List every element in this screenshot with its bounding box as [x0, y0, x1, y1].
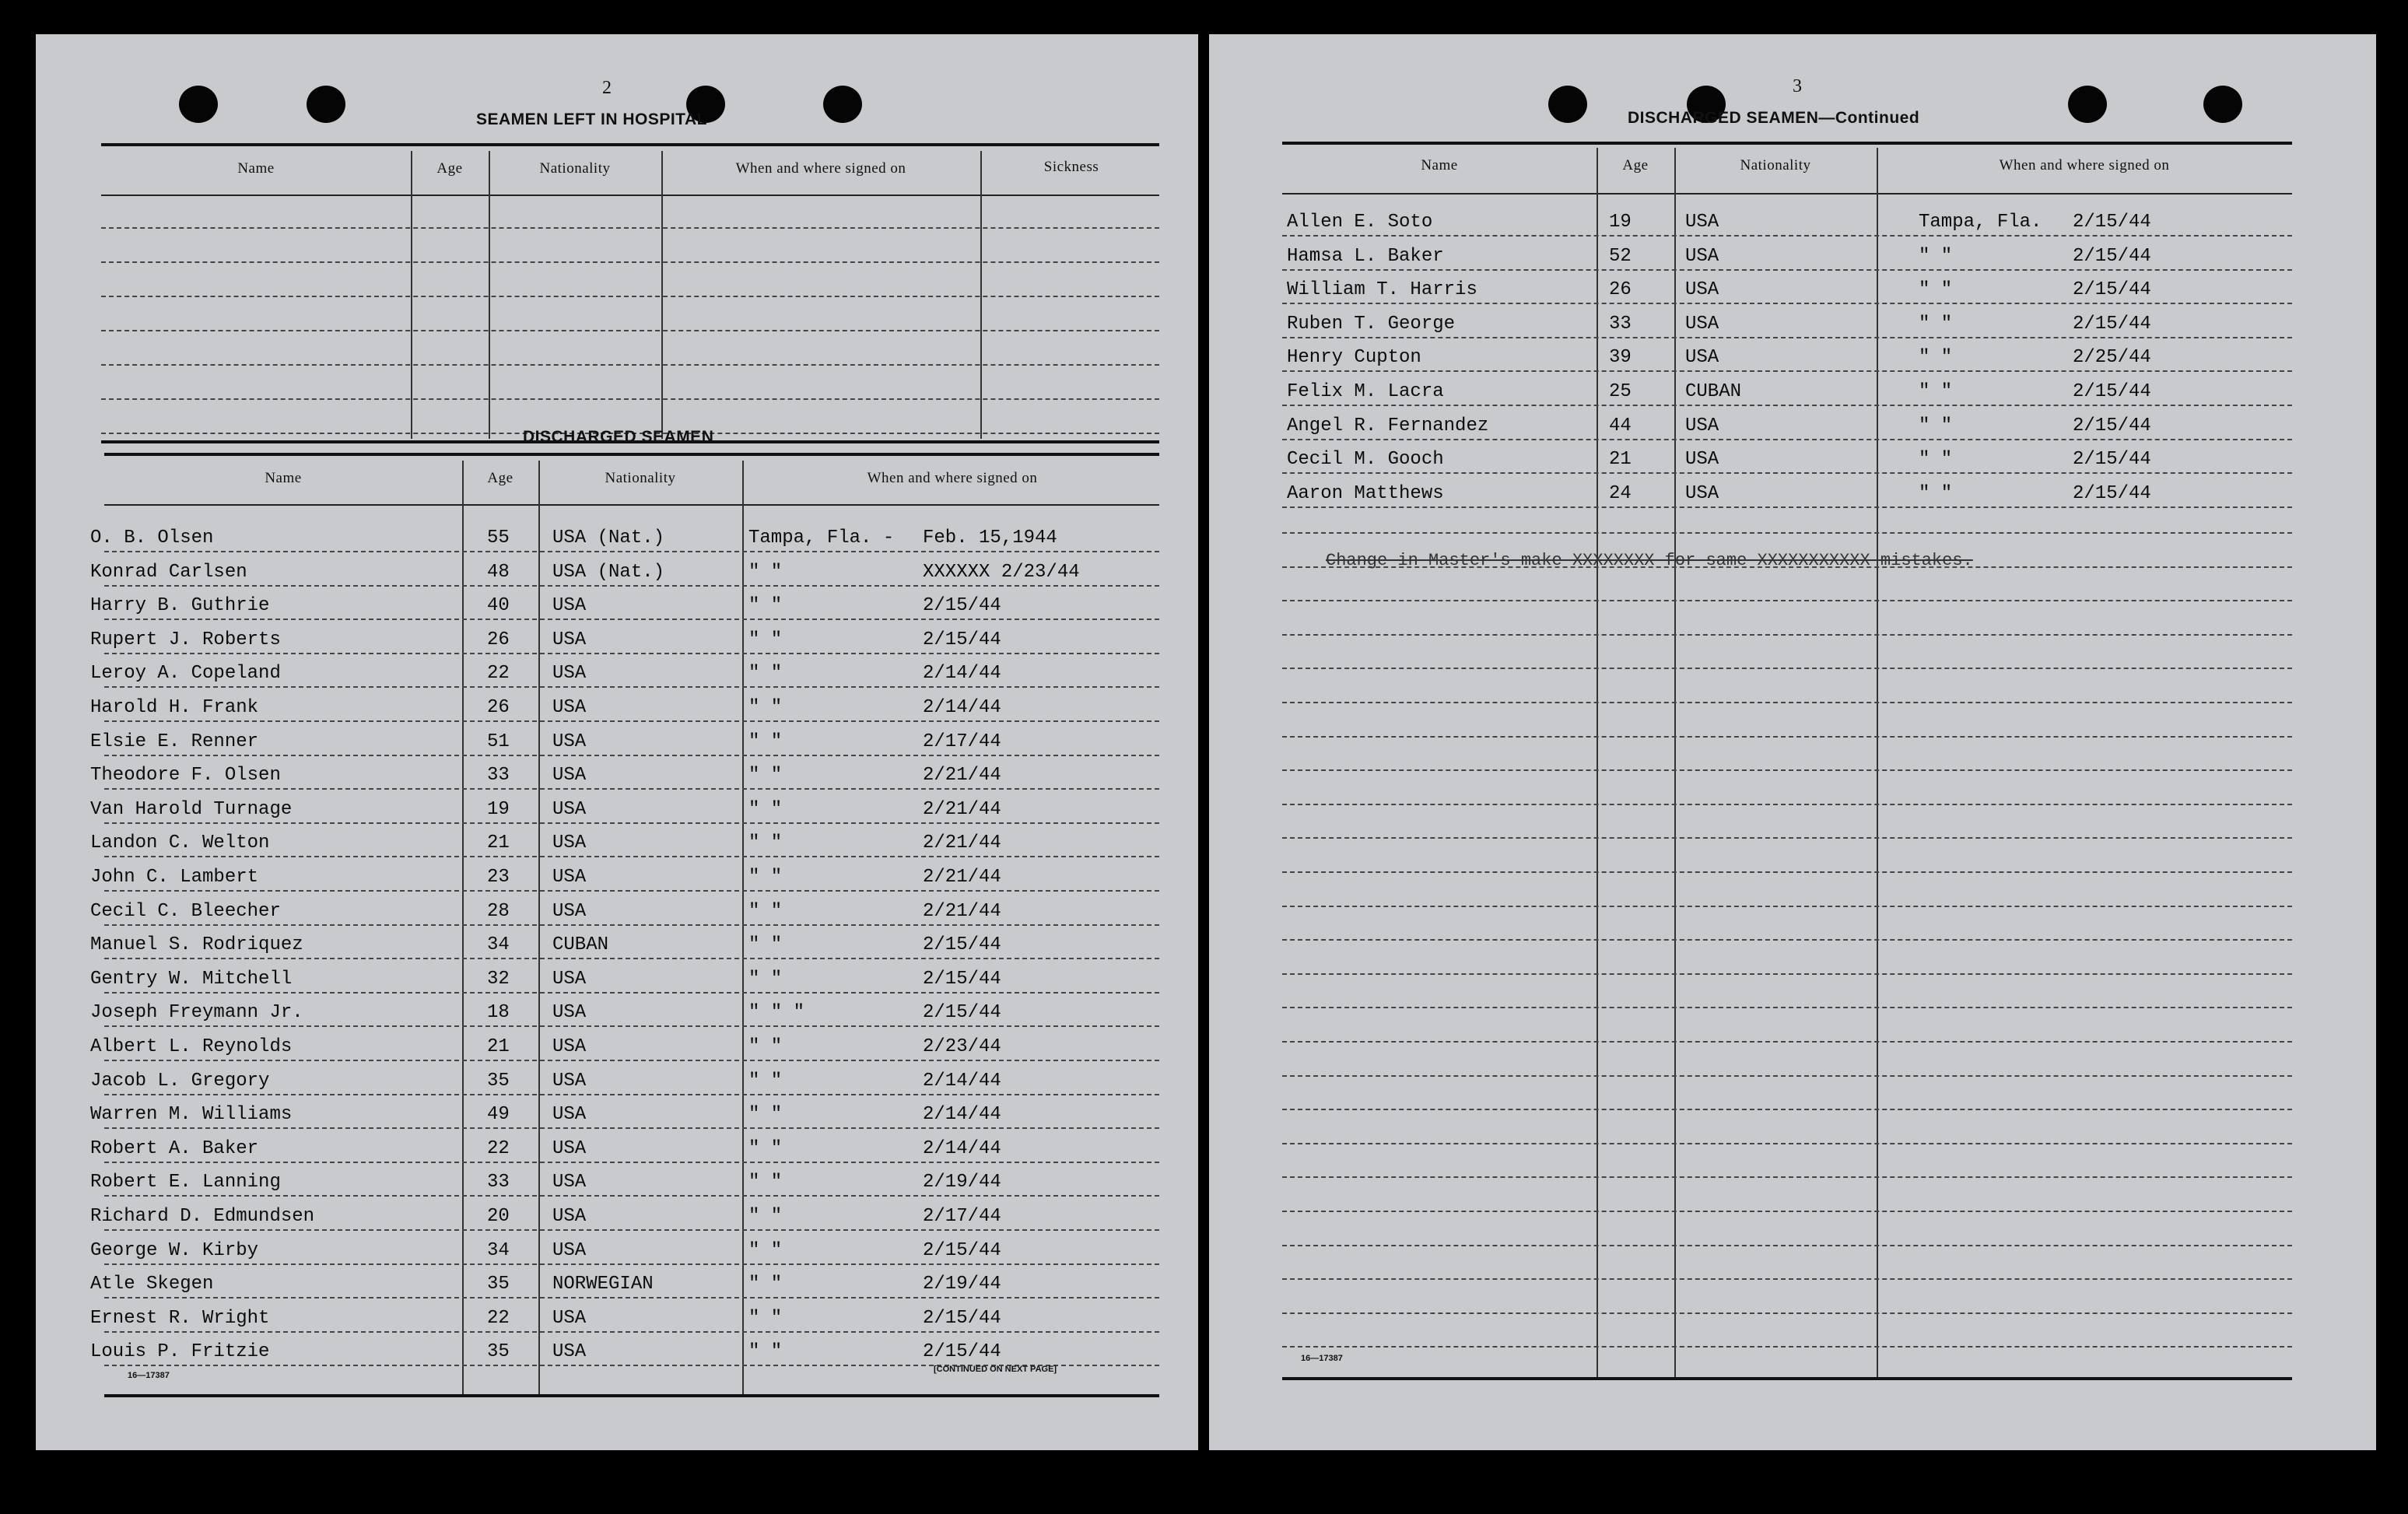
seaman-age: 44 [1609, 415, 1632, 436]
signed-on-place: " " [748, 1104, 783, 1126]
signed-on-place: " " [748, 798, 783, 820]
signed-on-date: 2/15/44 [2073, 415, 2151, 436]
seaman-nationality: USA [552, 1137, 587, 1159]
signed-on-date: 2/15/44 [923, 1341, 1001, 1363]
column-divider [538, 461, 540, 1394]
seaman-name: Leroy A. Copeland [90, 663, 281, 685]
row-rule [104, 686, 1159, 688]
seaman-age: 25 [1609, 381, 1632, 402]
col-header-nationality: Nationality [605, 470, 676, 486]
signed-on-date: 2/21/44 [923, 798, 1001, 820]
seaman-nationality: USA (Nat.) [552, 561, 665, 583]
seaman-nationality: USA [552, 1341, 587, 1363]
signed-on-place: " " [748, 1274, 783, 1295]
seaman-age: 33 [487, 765, 510, 787]
seaman-nationality: USA [1685, 415, 1719, 436]
seaman-name: Albert L. Reynolds [90, 1036, 293, 1057]
row-rule [104, 992, 1159, 994]
seaman-age: 26 [1609, 279, 1632, 301]
table-rule [1282, 1377, 2292, 1380]
seaman-nationality: USA (Nat.) [552, 527, 665, 548]
row-rule [101, 296, 1159, 297]
col-header-name: Name [265, 470, 302, 486]
column-divider [462, 461, 464, 1394]
signed-on-date: 2/14/44 [923, 697, 1001, 718]
signed-on-place: " " [748, 595, 783, 617]
signed-on-date: 2/15/44 [2073, 279, 2151, 301]
seaman-name: Ruben T. George [1287, 313, 1456, 335]
seaman-nationality: USA [552, 867, 587, 888]
signed-on-place: " " [748, 1206, 783, 1227]
seaman-name: John C. Lambert [90, 867, 259, 888]
row-rule [1282, 235, 2292, 237]
seaman-age: 22 [487, 663, 510, 685]
row-rule [104, 1229, 1159, 1231]
signed-on-place: " " [748, 697, 783, 718]
signed-on-place: " " [748, 968, 783, 990]
seaman-name: Felix M. Lacra [1287, 381, 1444, 402]
row-rule [1282, 1346, 2292, 1348]
col-header-signed-on: When and where signed on [1999, 157, 2170, 173]
signed-on-date: 2/17/44 [923, 1206, 1001, 1227]
seaman-name: Aaron Matthews [1287, 482, 1444, 504]
seaman-name: George W. Kirby [90, 1239, 259, 1261]
row-rule [1282, 668, 2292, 669]
row-rule [104, 1060, 1159, 1061]
seaman-age: 34 [487, 1239, 510, 1261]
table-rule [104, 504, 1159, 506]
seaman-nationality: USA [1685, 245, 1719, 267]
row-rule [104, 1127, 1159, 1129]
col-header-signed-on: When and where signed on [735, 160, 906, 177]
row-rule [104, 958, 1159, 959]
row-rule [104, 822, 1159, 824]
signed-on-place: " " [748, 832, 783, 854]
column-divider [661, 151, 663, 439]
row-rule [1282, 804, 2292, 805]
col-header-age: Age [1622, 157, 1649, 173]
left-page [36, 34, 1198, 1450]
struck-out-note: Change in Master's make XXXXXXXX for same XXXXXXXXXXX mistakes. [1326, 551, 1973, 570]
seaman-nationality: USA [552, 1002, 587, 1024]
punch-hole-icon [823, 86, 862, 123]
signed-on-place: " " [748, 867, 783, 888]
row-rule [1282, 769, 2292, 771]
signed-on-place: " " [748, 1036, 783, 1057]
signed-on-date: 2/15/44 [923, 595, 1001, 617]
seaman-name: Robert A. Baker [90, 1137, 259, 1159]
row-rule [1282, 303, 2292, 304]
punch-hole-icon [1548, 86, 1587, 123]
seaman-age: 18 [487, 1002, 510, 1024]
hospital-section-title: SEAMEN LEFT IN HOSPITAL [476, 110, 707, 128]
seaman-age: 51 [487, 731, 510, 752]
row-rule [104, 551, 1159, 552]
seaman-nationality: USA [552, 595, 587, 617]
signed-on-place: Tampa, Fla. - [748, 527, 895, 548]
row-rule [104, 1263, 1159, 1265]
signed-on-place: " " " [748, 1002, 805, 1024]
seaman-name: Jacob L. Gregory [90, 1070, 270, 1092]
seaman-name: Richard D. Edmundsen [90, 1206, 315, 1227]
row-rule [1282, 405, 2292, 406]
signed-on-date: 2/21/44 [923, 765, 1001, 787]
column-divider [411, 151, 412, 439]
seaman-nationality: USA [1685, 313, 1719, 335]
seaman-name: Henry Cupton [1287, 347, 1421, 369]
signed-on-date: 2/23/44 [923, 1036, 1001, 1057]
seaman-age: 28 [487, 900, 510, 922]
col-header-name: Name [237, 160, 275, 177]
col-header-nationality: Nationality [1740, 157, 1811, 173]
row-rule [104, 653, 1159, 654]
discharged-section-title: DISCHARGED SEAMEN [523, 428, 714, 446]
seaman-age: 23 [487, 867, 510, 888]
signed-on-date: 2/15/44 [2073, 482, 2151, 504]
seaman-nationality: USA [552, 629, 587, 650]
row-rule [104, 1094, 1159, 1095]
row-rule [104, 1025, 1159, 1027]
seaman-name: Theodore F. Olsen [90, 765, 281, 787]
row-rule [1282, 532, 2292, 534]
seaman-name: Atle Skegen [90, 1274, 214, 1295]
seaman-age: 32 [487, 968, 510, 990]
signed-on-place: " " [1919, 449, 1953, 471]
seaman-name: O. B. Olsen [90, 527, 214, 548]
seaman-name: Cecil C. Bleecher [90, 900, 281, 922]
seaman-age: 35 [487, 1070, 510, 1092]
seaman-name: Rupert J. Roberts [90, 629, 281, 650]
seaman-name: Warren M. Williams [90, 1104, 293, 1126]
row-rule [104, 1331, 1159, 1333]
row-rule [1282, 1176, 2292, 1178]
row-rule [104, 755, 1159, 756]
seaman-nationality: USA [552, 663, 587, 685]
signed-on-date: 2/15/44 [2073, 313, 2151, 335]
signed-on-date: 2/15/44 [2073, 381, 2151, 402]
title-continued: —Continued [1818, 109, 1920, 127]
seaman-age: 35 [487, 1341, 510, 1363]
seaman-name: Joseph Freymann Jr. [90, 1002, 303, 1024]
seaman-nationality: USA [1685, 279, 1719, 301]
seaman-name: Manuel S. Rodriquez [90, 934, 303, 956]
signed-on-place: " " [1919, 245, 1953, 267]
seaman-nationality: USA [552, 968, 587, 990]
punch-hole-icon [307, 86, 345, 123]
seaman-age: 34 [487, 934, 510, 956]
signed-on-date: 2/21/44 [923, 900, 1001, 922]
table-rule [104, 1394, 1159, 1397]
seaman-age: 24 [1609, 482, 1632, 504]
continued-note: [CONTINUED ON NEXT PAGE] [934, 1365, 1057, 1374]
signed-on-place: " " [1919, 415, 1953, 436]
row-rule [1282, 439, 2292, 440]
signed-on-date: 2/21/44 [923, 867, 1001, 888]
seaman-nationality: USA [552, 1104, 587, 1126]
row-rule [1282, 337, 2292, 338]
row-rule [1282, 939, 2292, 941]
seaman-name: William T. Harris [1287, 279, 1477, 301]
seaman-nationality: NORWEGIAN [552, 1274, 654, 1295]
seaman-name: Landon C. Welton [90, 832, 270, 854]
seaman-nationality: USA [552, 697, 587, 718]
row-rule [1282, 269, 2292, 271]
column-divider [1674, 148, 1676, 1377]
signed-on-date: 2/15/44 [2073, 212, 2151, 233]
seaman-age: 21 [487, 832, 510, 854]
signed-on-place: " " [1919, 381, 1953, 402]
form-number: 16—17387 [128, 1371, 170, 1380]
signed-on-place: " " [748, 663, 783, 685]
signed-on-place: " " [748, 731, 783, 752]
seaman-age: 26 [487, 629, 510, 650]
col-header-nationality: Nationality [539, 160, 611, 177]
row-rule [1282, 472, 2292, 474]
signed-on-date: 2/15/44 [923, 629, 1001, 650]
seaman-name: Van Harold Turnage [90, 798, 293, 820]
signed-on-date: 2/19/44 [923, 1274, 1001, 1295]
seaman-age: 33 [1609, 313, 1632, 335]
row-rule [104, 924, 1159, 926]
seaman-age: 55 [487, 527, 510, 548]
signed-on-date: 2/15/44 [2073, 449, 2151, 471]
column-divider [980, 151, 982, 439]
signed-on-date: 2/15/44 [923, 1002, 1001, 1024]
seaman-name: Harold H. Frank [90, 697, 259, 718]
signed-on-date: 2/14/44 [923, 1070, 1001, 1092]
punch-hole-icon [179, 86, 218, 123]
signed-on-date: XXXXXX 2/23/44 [923, 561, 1080, 583]
seaman-nationality: USA [552, 1206, 587, 1227]
seaman-name: Konrad Carlsen [90, 561, 247, 583]
signed-on-place: " " [748, 1172, 783, 1193]
signed-on-date: 2/15/44 [923, 1239, 1001, 1261]
seaman-nationality: CUBAN [552, 934, 609, 956]
seaman-age: 19 [487, 798, 510, 820]
seaman-name: Hamsa L. Baker [1287, 245, 1444, 267]
table-rule [101, 195, 1159, 196]
page-number: 2 [602, 78, 612, 98]
signed-on-place: Tampa, Fla. [1919, 212, 2042, 233]
signed-on-place: " " [748, 765, 783, 787]
signed-on-place: " " [1919, 313, 1953, 335]
seaman-nationality: USA [1685, 212, 1719, 233]
row-rule [1282, 1041, 2292, 1043]
column-divider [489, 151, 490, 439]
row-rule [101, 261, 1159, 263]
signed-on-place: " " [748, 1307, 783, 1329]
seaman-age: 20 [487, 1206, 510, 1227]
seaman-age: 21 [1609, 449, 1632, 471]
signed-on-date: 2/15/44 [923, 1307, 1001, 1329]
row-rule [101, 364, 1159, 366]
seaman-age: 22 [487, 1307, 510, 1329]
seaman-name: Louis P. Fritzie [90, 1341, 270, 1363]
row-rule [101, 227, 1159, 229]
seaman-age: 39 [1609, 347, 1632, 369]
signed-on-place: " " [748, 561, 783, 583]
seaman-age: 48 [487, 561, 510, 583]
column-divider [1877, 148, 1878, 1377]
signed-on-place: " " [748, 1239, 783, 1261]
signed-on-place: " " [748, 1341, 783, 1363]
table-rule [101, 143, 1159, 146]
row-rule [1282, 702, 2292, 703]
signed-on-date: Feb. 15,1944 [923, 527, 1057, 548]
seaman-age: 40 [487, 595, 510, 617]
col-header-age: Age [487, 470, 513, 486]
seaman-nationality: USA [552, 798, 587, 820]
row-rule [104, 720, 1159, 722]
row-rule [104, 890, 1159, 892]
seaman-age: 19 [1609, 212, 1632, 233]
signed-on-date: 2/14/44 [923, 663, 1001, 685]
signed-on-place: " " [748, 629, 783, 650]
seaman-age: 21 [487, 1036, 510, 1057]
signed-on-date: 2/19/44 [923, 1172, 1001, 1193]
row-rule [1282, 1007, 2292, 1008]
signed-on-date: 2/25/44 [2073, 347, 2151, 369]
seaman-name: Angel R. Fernandez [1287, 415, 1489, 436]
seaman-nationality: USA [552, 1070, 587, 1092]
seaman-nationality: USA [1685, 449, 1719, 471]
seaman-name: Elsie E. Renner [90, 731, 259, 752]
signed-on-date: 2/15/44 [923, 934, 1001, 956]
signed-on-date: 2/21/44 [923, 832, 1001, 854]
seaman-nationality: CUBAN [1685, 381, 1742, 402]
punch-hole-icon [2203, 86, 2242, 123]
seaman-age: 49 [487, 1104, 510, 1126]
row-rule [101, 330, 1159, 331]
seaman-nationality: USA [552, 1172, 587, 1193]
seaman-nationality: USA [552, 900, 587, 922]
signed-on-date: 2/14/44 [923, 1137, 1001, 1159]
row-rule [104, 1195, 1159, 1197]
signed-on-date: 2/15/44 [923, 968, 1001, 990]
col-header-signed-on: When and where signed on [867, 470, 1038, 486]
seaman-nationality: USA [552, 832, 587, 854]
row-rule [104, 1162, 1159, 1163]
row-rule [1282, 871, 2292, 873]
signed-on-place: " " [1919, 279, 1953, 301]
row-rule [1282, 973, 2292, 975]
row-rule [104, 1297, 1159, 1298]
table-rule [1282, 142, 2292, 145]
row-rule [1282, 1245, 2292, 1246]
seaman-nationality: USA [552, 731, 587, 752]
signed-on-place: " " [1919, 347, 1953, 369]
signed-on-place: " " [748, 900, 783, 922]
form-number: 16—17387 [1301, 1354, 1343, 1363]
seaman-age: 52 [1609, 245, 1632, 267]
seaman-nationality: USA [1685, 347, 1719, 369]
row-rule [1282, 634, 2292, 636]
seaman-nationality: USA [552, 1036, 587, 1057]
seaman-nationality: USA [552, 765, 587, 787]
row-rule [1282, 1278, 2292, 1280]
column-divider [1597, 148, 1598, 1377]
seaman-name: Allen E. Soto [1287, 212, 1433, 233]
seaman-age: 33 [487, 1172, 510, 1193]
table-rule [1282, 193, 2292, 195]
col-header-age: Age [436, 160, 463, 177]
signed-on-place: " " [748, 934, 783, 956]
signed-on-place: " " [748, 1137, 783, 1159]
signed-on-place: " " [748, 1070, 783, 1092]
signed-on-date: 2/15/44 [2073, 245, 2151, 267]
col-header-sickness: Sickness [1043, 159, 1099, 175]
column-divider [742, 461, 744, 1394]
seaman-name: Gentry W. Mitchell [90, 968, 293, 990]
row-rule [1282, 906, 2292, 907]
punch-hole-icon [2068, 86, 2107, 123]
table-rule [104, 453, 1159, 456]
row-rule [104, 856, 1159, 857]
seaman-name: Harry B. Guthrie [90, 595, 270, 617]
row-rule [1282, 1075, 2292, 1077]
row-rule [104, 788, 1159, 790]
row-rule [1282, 600, 2292, 601]
seaman-age: 26 [487, 697, 510, 718]
seaman-age: 22 [487, 1137, 510, 1159]
row-rule [1282, 837, 2292, 839]
row-rule [104, 585, 1159, 587]
row-rule [1282, 1211, 2292, 1212]
seaman-nationality: USA [1685, 482, 1719, 504]
row-rule [104, 619, 1159, 620]
seaman-name: Ernest R. Wright [90, 1307, 270, 1329]
seaman-name: Robert E. Lanning [90, 1172, 281, 1193]
page-number: 3 [1793, 76, 1802, 96]
row-rule [1282, 1312, 2292, 1314]
title-main: DISCHARGED SEAMEN [1628, 109, 1819, 127]
row-rule [1282, 370, 2292, 372]
row-rule [1282, 1109, 2292, 1110]
row-rule [1282, 736, 2292, 738]
signed-on-date: 2/14/44 [923, 1104, 1001, 1126]
seaman-nationality: USA [552, 1239, 587, 1261]
row-rule [1282, 1143, 2292, 1144]
discharged-continued-title [1628, 109, 1919, 128]
signed-on-date: 2/17/44 [923, 731, 1001, 752]
col-header-name: Name [1421, 157, 1458, 173]
seaman-nationality: USA [552, 1307, 587, 1329]
row-rule [101, 398, 1159, 400]
row-rule [1282, 506, 2292, 508]
signed-on-place: " " [1919, 482, 1953, 504]
right-page [1209, 34, 2376, 1450]
seaman-name: Cecil M. Gooch [1287, 449, 1444, 471]
seaman-age: 35 [487, 1274, 510, 1295]
